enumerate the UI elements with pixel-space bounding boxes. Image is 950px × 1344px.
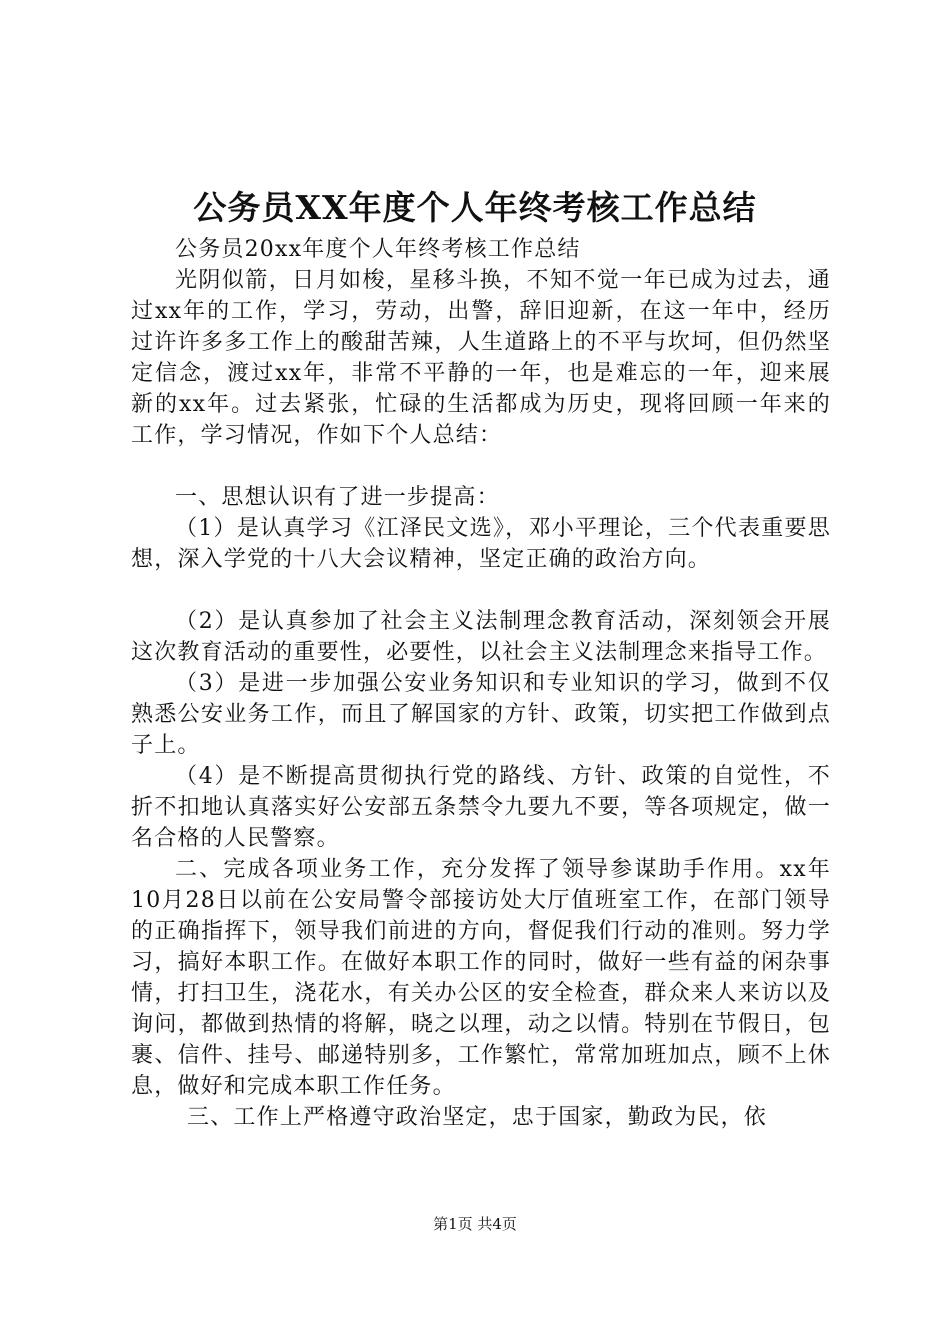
paragraph-item-2: （2）是认真参加了社会主义法制理念教育活动，深刻领会开展这次教育活动的重要性，必要性，以社会主义法制理念来指导工作。 [131,609,831,665]
section-heading-1: 一、思想认识有了进一步提高： [175,485,500,510]
paragraph-intro: 光阴似箭，日月如梭，星移斗换，不知不觉一年已成为过去，通过xx年的工作，学习，劳动，出警，辞旧迎新，在这一年中，经历过许许多多工作上的酸甜苦辣，人生道路上的不平与坎坷，但仍然坚定信念，渡过xx年，非常不平静的一年，也是难忘的一年，迎来展新的xx年。过去紧张，忙碌的生活都成为历史，现将回顾一年来的工作，学习情况，作如下个人总结： [131,268,831,448]
section-3-paragraph: 三、工作上严格遵守政治坚定，忠于国家，勤政为民，依 [187,1105,768,1130]
document-title: 公务员XX年度个人年终考核工作总结 [193,188,757,227]
paragraph-item-1: （1）是认真学习《江泽民文选》，邓小平理论，三个代表重要思想，深入学党的十八大会议精神，坚定正确的政治方向。 [131,516,831,572]
paragraph-gap [131,451,831,482]
paragraph-item-3: （3）是进一步加强公安业务知识和专业知识的学习，做到不仅熟悉公安业务工作，而且了解国家的方针、政策，切实把工作做到点子上。 [131,671,831,758]
paragraph-item-4: （4）是不断提高贯彻执行党的路线、方针、政策的自觉性，不折不扣地认真落实好公安部五条禁令九要九不要，等各项规定，做一名合格的人民警察。 [131,764,831,851]
document-body [131,234,831,1133]
section-2-paragraph: 二、完成各项业务工作，充分发挥了领导参谋助手作用。xx年10月28日以前在公安局警令部接访处大厅值班室工作，在部门领导的正确指挥下，领导我们前进的方向，督促我们行动的准则。努力学习，搞好本职工作。在做好本职工作的同时，做好一些有益的闲杂事情，打扫卫生，浇花水，有关办公区的安全检查，群众来人来访以及询问，都做到热情的将解，晓之以理，动之以情。特别在节假日，包裹、信件、挂号、邮递特别多，工作繁忙，常常加班加点，顾不上休息，做好和完成本职工作任务。 [131,857,831,1099]
document-subtitle: 公务员20xx年度个人年终考核工作总结 [175,237,581,262]
page-footer: 第1页 共4页 [433,1215,517,1233]
paragraph-gap [131,575,831,606]
